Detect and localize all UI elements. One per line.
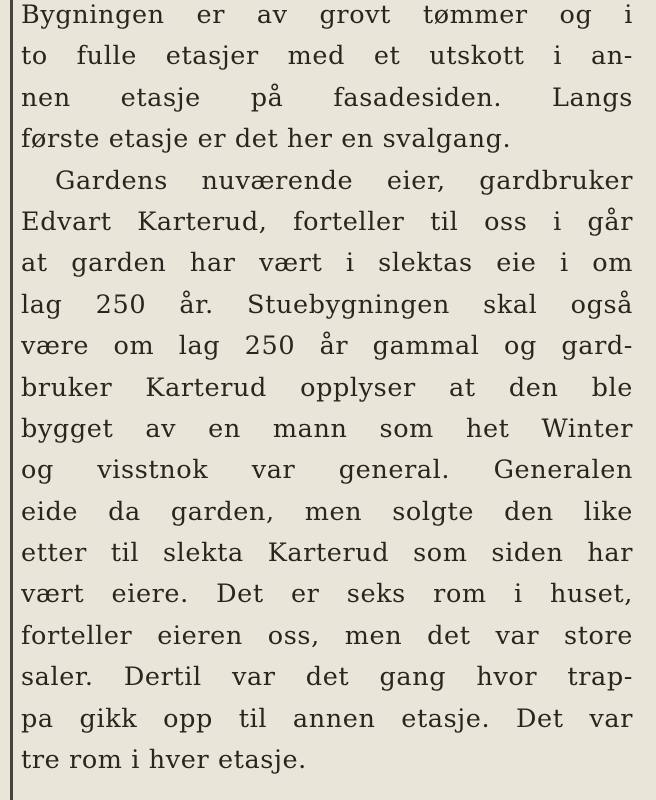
text-line: nen etasje på fasadesiden. Langs — [21, 82, 633, 113]
text-line: og visstnok var general. Generalen — [21, 455, 633, 486]
text-line: første etasje er det her en svalgang. — [21, 124, 512, 155]
text-line: forteller eieren oss, men det var store — [21, 620, 633, 651]
text-line: saler. Dertil var det gang hvor trap- — [21, 662, 633, 693]
text-line: pa gikk opp til annen etasje. Det var — [21, 703, 633, 734]
text-line: to fulle etasjer med et utskott i an- — [21, 41, 633, 72]
paragraph-2 — [21, 161, 633, 782]
text-line: Edvart Karterud, forteller til oss i går — [21, 206, 633, 237]
text-line: eide da garden, men solgte den like — [21, 496, 633, 527]
text-line: lag 250 år. Stuebygningen skal også — [21, 289, 633, 320]
text-line: Bygningen er av grovt tømmer og i — [21, 0, 633, 30]
article-column — [21, 0, 633, 781]
text-line: at garden har vært i slektas eie i om — [21, 248, 633, 279]
text-line: tre rom i hver etasje. — [21, 745, 307, 776]
text-line: bruker Karterud opplyser at den ble — [21, 372, 633, 403]
text-line: Gardens nuværende eier, gardbruker — [55, 165, 633, 196]
text-line: bygget av en mann som het Winter — [21, 413, 633, 444]
paragraph-1 — [21, 0, 633, 161]
column-rule — [10, 0, 13, 800]
text-line: vært eiere. Det er seks rom i huset, — [21, 579, 633, 610]
text-line: etter til slekta Karterud som siden har — [21, 538, 633, 569]
text-line: være om lag 250 år gammal og gard- — [21, 331, 633, 362]
